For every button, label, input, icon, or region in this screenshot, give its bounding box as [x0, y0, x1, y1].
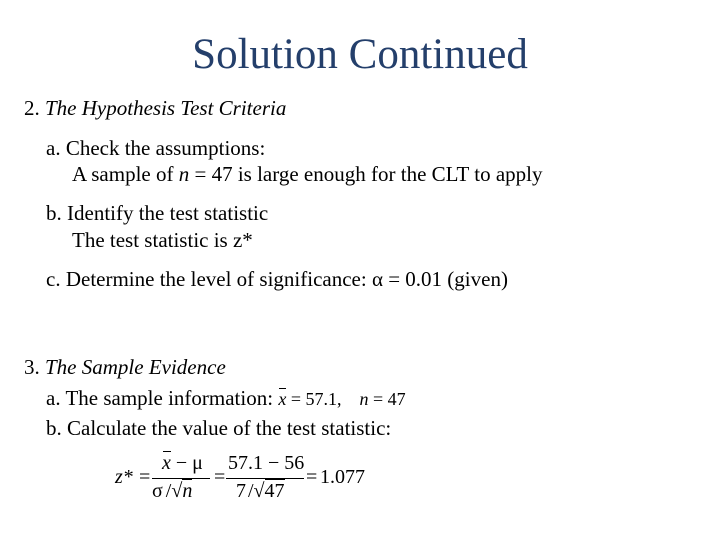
- item-2a-detail: [72, 162, 542, 187]
- item-2b-line: [46, 201, 268, 226]
- z-statistic-formula: [110, 452, 410, 512]
- item-3b-line: [46, 416, 391, 441]
- n-value: = 47: [368, 389, 406, 409]
- fraction-2-47: 47: [264, 480, 285, 502]
- fraction-1-numerator: [162, 452, 203, 475]
- fraction-2-denominator: [236, 480, 285, 503]
- item-2a-detail-prefix: A sample of: [72, 162, 179, 186]
- item-2c-line: [46, 267, 508, 292]
- fraction-1-n: n: [182, 480, 193, 502]
- item-2a-line: [46, 136, 265, 161]
- section-2-heading-line: [24, 96, 286, 121]
- slide-title: Solution Continued: [192, 31, 528, 78]
- equals-sign-2: =: [306, 466, 318, 488]
- item-2a-detail-var: n: [178, 162, 190, 186]
- formula-result: 1.077: [320, 466, 365, 488]
- slash-sqrt-1: /√: [165, 480, 183, 502]
- item-3b-text: Calculate the value of the test statistic:: [67, 416, 392, 440]
- section-2-number: 2.: [24, 96, 40, 120]
- item-2c-text-suffix: = 0.01 (given): [382, 267, 508, 291]
- item-2b-label: b.: [46, 201, 62, 225]
- xbar-value: = 57.1,: [286, 389, 342, 409]
- item-3a-text: The sample information:: [65, 386, 279, 410]
- fraction-1-denominator: [152, 480, 192, 503]
- fraction-2-numerator: 57.1 − 56: [228, 452, 305, 474]
- section-2-heading: The Hypothesis Test Criteria: [45, 96, 287, 120]
- item-2a-detail-suffix: = 47 is large enough for the CLT to apply: [189, 162, 543, 186]
- sigma-symbol: σ: [152, 480, 163, 502]
- section-3-number: 3.: [24, 355, 40, 379]
- item-3a-line: [46, 386, 406, 411]
- item-2b-detail: The test statistic is z*: [72, 228, 253, 252]
- formula-lhs: z* =: [115, 466, 152, 488]
- fraction-1-bar: [152, 478, 210, 479]
- item-2a-text: Check the assumptions:: [65, 136, 266, 160]
- slash-sqrt-2: /√: [248, 480, 265, 502]
- section-3-heading-line: [24, 355, 226, 380]
- item-2c-label: c.: [46, 267, 61, 291]
- alpha-symbol: α: [371, 267, 383, 291]
- section-3-heading: The Sample Evidence: [45, 355, 226, 379]
- item-3b-label: b.: [46, 416, 62, 440]
- equals-sign-1: =: [214, 466, 226, 488]
- xbar-symbol: x: [278, 389, 287, 409]
- item-2c-text-prefix: Determine the level of significance:: [65, 267, 372, 291]
- item-3a-label: a.: [46, 386, 61, 410]
- fraction-1-numerator-rest: − μ: [170, 452, 203, 474]
- item-2a-label: a.: [46, 136, 61, 160]
- fraction-2-seven: 7: [236, 480, 246, 502]
- n-symbol: n: [359, 389, 369, 409]
- item-2b-text: Identify the test statistic: [67, 201, 269, 225]
- fraction-1-xbar: x: [162, 452, 171, 474]
- sample-mean-expression: [278, 389, 405, 409]
